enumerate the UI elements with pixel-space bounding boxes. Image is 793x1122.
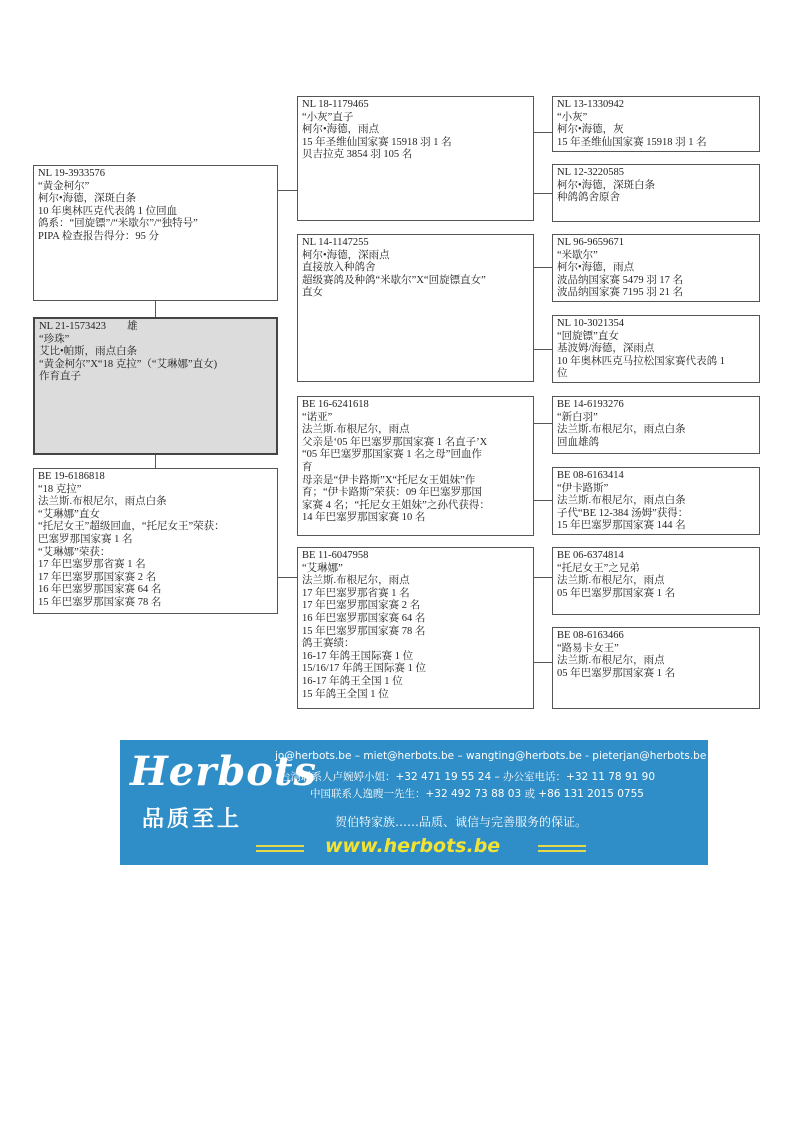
ring-number: NL 21-1573423 雄 bbox=[39, 321, 138, 332]
pedigree-text-line: 15 年圣维仙国家赛 15918 羽 1 名 bbox=[302, 136, 452, 148]
sire-dam-box bbox=[297, 234, 534, 382]
decor-line-right bbox=[538, 850, 586, 852]
pedigree-text-line: 法兰斯.布根尼尔，雨点白条 bbox=[557, 495, 686, 507]
pedigree-text-line: 波品纳国家赛 5479 羽 17 名 bbox=[557, 274, 683, 286]
pedigree-text-line: 15 年巴塞罗那国家赛 78 名 bbox=[38, 596, 162, 608]
connector-line bbox=[534, 349, 552, 350]
pedigree-text-line: 05 年巴塞罗那国家赛 1 名 bbox=[557, 667, 676, 679]
pedigree-text-line: 法兰斯.布根尼尔，雨点白条 bbox=[38, 496, 167, 508]
ring-number: NL 19-3933576 bbox=[38, 168, 105, 179]
pedigree-text-line: 法兰斯.布根尼尔，雨点 bbox=[557, 655, 665, 667]
subject-box bbox=[33, 317, 278, 455]
promise-text: 贺伯特家族……品质、诚信与完善服务的保证。 bbox=[335, 815, 588, 829]
pedigree-text-line: 育 bbox=[302, 461, 313, 473]
pedigree-text-line: 15 年巴塞罗那国家赛 78 名 bbox=[302, 625, 426, 637]
pedigree-text-line: 柯尔•海德，深雨点 bbox=[302, 249, 390, 261]
pedigree-text-line: 鸽系：“回旋镖”/“米歇尔”/“独特号” bbox=[38, 218, 198, 230]
pedigree-text-line: 位 bbox=[557, 368, 568, 380]
slogan: 品质至上 bbox=[142, 807, 243, 832]
pedigree-text-line: 直女 bbox=[302, 287, 323, 299]
pedigree-text-line: 10 年奥林匹克代表鸽 1 位回血 bbox=[38, 205, 178, 217]
pedigree-text-line: 直接放入种鸽舍 bbox=[302, 262, 376, 274]
ring-number: BE 11-6047958 bbox=[302, 550, 369, 561]
pedigree-text-line: 16-17 年鸽王国际赛 1 位 bbox=[302, 650, 414, 662]
pedigree-text-line: 15 年圣维仙国家赛 15918 羽 1 名 bbox=[557, 136, 707, 148]
pedigree-text-line: 子代“BE 12-384 汤姆”获得： bbox=[557, 507, 689, 519]
ancestor-box-8 bbox=[552, 627, 760, 709]
pedigree-text-line: “诺亚” bbox=[302, 411, 333, 423]
pedigree-text-line: 鸽王赛绩： bbox=[302, 638, 355, 650]
china-contact: 中国联系人逸瞍一先生：+32 492 73 88 03 或 +86 131 2015 0755 bbox=[310, 788, 644, 800]
pedigree-text-line: “黄金柯尔”X“18 克拉”（“艾琳娜”直女) bbox=[39, 358, 218, 370]
ring-number: NL 13-1330942 bbox=[557, 99, 624, 110]
ring-number: BE 08-6163466 bbox=[557, 630, 624, 641]
herbots-logo: Herbots bbox=[130, 748, 317, 795]
pedigree-text-line: 法兰斯.布根尼尔，雨点白条 bbox=[557, 424, 686, 436]
website-link[interactable]: www.herbots.be bbox=[325, 835, 501, 857]
email-list: jo@herbots.be – miet@herbots.be – wangting@herbots.be - pieterjan@herbots.be bbox=[275, 750, 707, 762]
pedigree-text-line: “米歇尔” bbox=[557, 249, 598, 261]
connector-line bbox=[278, 190, 297, 191]
pedigree-text-line: 05 年巴塞罗那国家赛 1 名 bbox=[557, 587, 676, 599]
ring-number: NL 14-1147255 bbox=[302, 237, 369, 248]
pedigree-text-line: 14 年巴塞罗那国家赛 10 名 bbox=[302, 512, 426, 524]
pedigree-text-line: 波品纳国家赛 7195 羽 21 名 bbox=[557, 287, 683, 299]
pedigree-text-line: “黄金柯尔” bbox=[38, 180, 90, 192]
pedigree-text-line: 16-17 年鸽王全国 1 位 bbox=[302, 675, 403, 687]
ring-number: NL 96-9659671 bbox=[557, 237, 624, 248]
pedigree-text-line: 15/16/17 年鸽王国际赛 1 位 bbox=[302, 663, 426, 675]
pedigree-text-line: 17 年巴塞罗那省赛 1 名 bbox=[38, 559, 146, 571]
connector-line bbox=[534, 132, 552, 133]
pedigree-text-line: 16 年巴塞罗那国家赛 64 名 bbox=[302, 612, 426, 624]
decor-line-left bbox=[256, 845, 304, 847]
ring-number: BE 14-6193276 bbox=[557, 399, 624, 410]
pedigree-text-line: 16 年巴塞罗那国家赛 64 名 bbox=[38, 584, 162, 596]
pedigree-text-line: “艾琳娜”直女 bbox=[38, 508, 100, 520]
pedigree-text-line: “托尼女王”之兄弟 bbox=[557, 562, 640, 574]
pedigree-text-line: 母亲是“伊卡路斯”X“托尼女王姐妹”作 bbox=[302, 474, 476, 486]
connector-line bbox=[534, 193, 552, 194]
pedigree-text-line: 柯尔•海德，深斑白条 bbox=[557, 179, 656, 191]
pedigree-text-line: PIPA 检查报告得分：95 分 bbox=[38, 230, 159, 242]
pedigree-text-line: 17 年巴塞罗那国家赛 2 名 bbox=[302, 600, 421, 612]
ancestor-box-4 bbox=[552, 315, 760, 383]
ring-number: BE 16-6241618 bbox=[302, 399, 369, 410]
pedigree-text-line: “小灰”直子 bbox=[302, 111, 354, 123]
ring-number: NL 18-1179465 bbox=[302, 99, 369, 110]
pedigree-text-line: 17 年巴塞罗那省赛 1 名 bbox=[302, 587, 410, 599]
pedigree-text-line: “小灰” bbox=[557, 111, 588, 123]
dam-sire-box bbox=[297, 396, 534, 536]
pedigree-text-line: 柯尔•海德，深斑白条 bbox=[38, 193, 137, 205]
connector-line bbox=[534, 662, 552, 663]
ancestor-box-2 bbox=[552, 164, 760, 222]
ancestor-box-5 bbox=[552, 396, 760, 454]
pedigree-text-line: 法兰斯.布根尼尔，雨点 bbox=[302, 575, 410, 587]
sire-sire-box bbox=[297, 96, 534, 221]
pedigree-text-line: “回旋镖”直女 bbox=[557, 330, 619, 342]
pedigree-text-line: 父亲是‘05 年巴塞罗那国家赛 1 名直子’X bbox=[302, 436, 488, 448]
ring-number: BE 08-6163414 bbox=[557, 470, 624, 481]
ancestor-box-7 bbox=[552, 547, 760, 615]
pedigree-text-line: 回血雄鸽 bbox=[557, 436, 599, 448]
pedigree-text-line: 柯尔•海德，雨点 bbox=[302, 124, 380, 136]
pedigree-text-line: 贝吉拉克 3854 羽 105 名 bbox=[302, 149, 413, 161]
connector-line bbox=[155, 301, 156, 317]
pedigree-text-line: “艾琳娜” bbox=[302, 562, 343, 574]
ancestor-box-3 bbox=[552, 234, 760, 302]
ring-number: BE 06-6374814 bbox=[557, 550, 624, 561]
pedigree-text-line: “珍珠” bbox=[39, 333, 70, 345]
pedigree-text-line: “艾琳娜”荣获： bbox=[38, 546, 111, 558]
pedigree-text-line: “路易卡女王” bbox=[557, 642, 619, 654]
herbots-banner bbox=[120, 740, 708, 865]
connector-line bbox=[155, 455, 156, 468]
pedigree-text-line: 15 年鸽王全国 1 位 bbox=[302, 688, 389, 700]
pedigree-text-line: 种鸽鸽舍原舍 bbox=[557, 192, 620, 204]
pedigree-text-line: “新白羽” bbox=[557, 411, 598, 423]
connector-line bbox=[534, 267, 552, 268]
ancestor-box-6 bbox=[552, 467, 760, 535]
decor-line-right bbox=[538, 845, 586, 847]
pedigree-text-line: 柯尔•海德，灰 bbox=[557, 124, 624, 136]
pedigree-text-line: 10 年奥林匹克马拉松国家赛代表鸽 1 bbox=[557, 355, 725, 367]
pedigree-text-line: 巴塞罗那国家赛 1 名 bbox=[38, 533, 133, 545]
taiwan-contact: 台湾联系人卢婉婷小姐：+32 471 19 55 24 – 办公室电话：+32 11 78 91 90 bbox=[280, 771, 656, 783]
ring-number: NL 10-3021354 bbox=[557, 318, 624, 329]
pedigree-text-line: 17 年巴塞罗那国家赛 2 名 bbox=[38, 571, 157, 583]
dam-box bbox=[33, 468, 278, 614]
pedigree-text-line: “托尼女王”超级回血，“托尼女王”荣获： bbox=[38, 521, 225, 533]
pedigree-text-line: 艾比•帕斯，雨点白条 bbox=[39, 346, 138, 358]
ancestor-box-1 bbox=[552, 96, 760, 152]
connector-line bbox=[534, 500, 552, 501]
pedigree-text-line: 15 年巴塞罗那国家赛 144 名 bbox=[557, 520, 686, 532]
pedigree-text-line: 作育直子 bbox=[39, 371, 81, 383]
ring-number: BE 19-6186818 bbox=[38, 471, 105, 482]
connector-line bbox=[534, 577, 552, 578]
pedigree-text-line: “18 克拉” bbox=[38, 483, 82, 495]
decor-line-left bbox=[256, 850, 304, 852]
pedigree-text-line: 育；“伊卡路斯”荣获：09 年巴塞罗那国 bbox=[302, 487, 482, 499]
pedigree-text-line: 家赛 4 名；“托尼女王姐妹”之孙代获得： bbox=[302, 499, 490, 511]
pedigree-text-line: 超级赛鸽及种鸽“米歇尔”X“回旋镖直女” bbox=[302, 274, 486, 286]
sire-box bbox=[33, 165, 278, 301]
pedigree-text-line: 柯尔•海德，雨点 bbox=[557, 262, 635, 274]
pedigree-text-line: 法兰斯.布根尼尔，雨点 bbox=[302, 424, 410, 436]
ring-number: NL 12-3220585 bbox=[557, 167, 624, 178]
pedigree-text-line: “伊卡路斯” bbox=[557, 482, 609, 494]
pedigree-text-line: “05 年巴塞罗那国家赛 1 名之母”回血作 bbox=[302, 449, 482, 461]
pedigree-text-line: 法兰斯.布根尼尔，雨点 bbox=[557, 575, 665, 587]
connector-line bbox=[534, 423, 552, 424]
connector-line bbox=[278, 577, 297, 578]
pedigree-text-line: 基波姆/海德，深雨点 bbox=[557, 343, 655, 355]
dam-dam-box bbox=[297, 547, 534, 709]
